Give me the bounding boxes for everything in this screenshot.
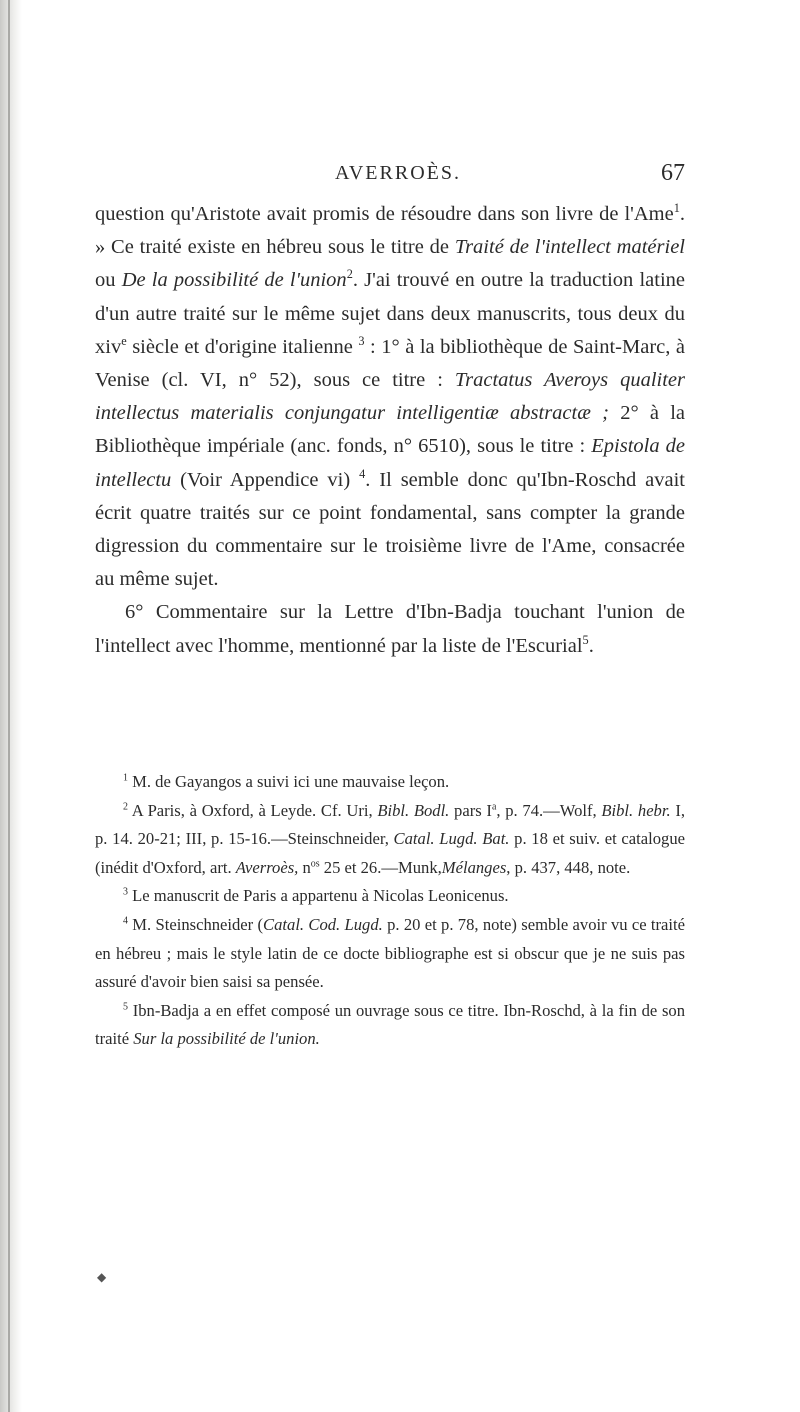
running-head: AVERROÈS. xyxy=(335,162,461,184)
main-text xyxy=(95,198,685,663)
paragraph-2: 6° Commentaire sur la Lettre d'Ibn-Badja touchant l'union de l'intellect avec l'homme, mentionné par la liste de l'Escurial$^5$. xyxy=(95,601,685,657)
page-number: 67 xyxy=(661,160,685,186)
footnote-ref-4: 4 xyxy=(359,466,366,481)
footnote-ref-3: 3 xyxy=(358,333,365,348)
footnote-1: $^1$ M. de Gayangos a suivi ici une mauvaise leçon. xyxy=(123,772,450,791)
footnote-3: $^3$ Le manuscrit de Paris a appartenu à Nicolas Leonicenus. xyxy=(123,886,509,906)
footnote-2: $^2$ A Paris, à Oxford, à Leyde. Cf. Uri, Bibl. Bodl. pars $I^a$, p. 74.—Wolf, Bibl. hebr. I, p. 14. 20-21; III, p. 15-16.—Steinschneider, Catal. Lugd. Bat. p. 18 et suiv. et catalogue (inédit d'Oxford, art. Averroès, $n^{os}$ 25 et 26.—Munk,Mélanges, p. 437, 448, note. xyxy=(95,800,686,877)
title-tractatus: Tractatus Averoys qualiter intellectus materialis conjungatur intelligentiæ abstractæ ; xyxy=(95,369,685,425)
title-traite: Traité de l'intellect matériel xyxy=(454,236,686,259)
footnote-ref-2: 2 xyxy=(346,267,353,282)
title-epistola: Epistola de intellectu xyxy=(95,435,686,491)
page-binding-edge xyxy=(0,0,22,1412)
page-header xyxy=(95,160,685,196)
printer-mark-icon: ◆ xyxy=(97,1270,107,1284)
footnote-5: $^5$ Ibn-Badja a en effet composé un ouvrage sous ce titre. Ibn-Roschd, à la fin de son traité Sur la possibilité de l'union. xyxy=(95,1000,685,1049)
paragraph-1: question qu'Aristote avait promis de résoudre dans son livre de l'Ame$^1$. » Ce traité existe en hébreu sous le titre de Traité de l'intellect matériel ou De la possibilité de l'union$^2$. J'ai trouvé en outre la traduction latine d'un autre traité sur le même sujet dans deux manuscrits, tous deux du xiv$^e$ siècle et d'origine italienne $^3$ : 1° à la bibliothèque de Saint-Marc, à Venise (cl. VI, n° 52), sous ce titre : Tractatus Averoys qualiter intellectus materialis conjungatur intelligentiæ abstractæ ; 2° à la Bibliothèque impériale (anc. fonds, n° 6510), sous le titre : Epistola de intellectu (Voir Appendice vi) $^4$. Il semble donc qu'Ibn-Roschd avait écrit quatre traités sur ce point fondamental, sans compter la grande digression du commentaire sur le troisième livre de l'Ame, consacrée au même sujet. xyxy=(95,201,686,591)
title-possibilite: De la possibilité de l'union xyxy=(121,269,347,292)
footnote-4: $^4$ M. Steinschneider (Catal. Cod. Lugd. p. 20 et p. 78, note) semble avoir vu ce traité en hébreu ; mais le style latin de ce docte bibliographe est si obscur que je ne suis pas assuré d'avoir bien saisi sa pensée. xyxy=(95,914,685,992)
footnote-ref-5: 5 xyxy=(582,632,589,647)
footnote-ref-1: 1 xyxy=(673,201,680,216)
footnotes xyxy=(95,768,685,1054)
